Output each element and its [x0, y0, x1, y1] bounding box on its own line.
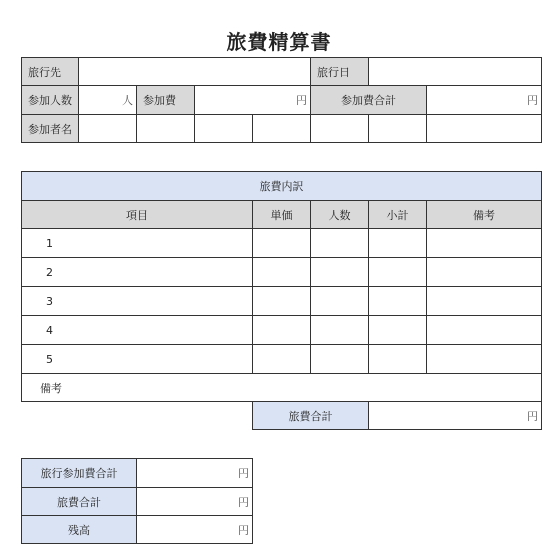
row-unit-price-cell[interactable] [252, 228, 311, 258]
participant-name-cell[interactable] [194, 114, 253, 143]
page-title: 旅費精算書 [226, 30, 332, 54]
row-people-cell[interactable] [310, 228, 369, 258]
travel-date-label: 旅行日 [310, 57, 369, 86]
summary-fee-total-unit: 円 [238, 467, 249, 480]
breakdown-title: 旅費内訳 [21, 171, 542, 201]
row-people-cell[interactable] [310, 286, 369, 316]
fee-field[interactable] [194, 85, 311, 115]
participant-name-cell[interactable] [310, 114, 369, 143]
row-people-cell[interactable] [310, 257, 369, 287]
row-people-cell[interactable] [310, 315, 369, 345]
row-item-cell[interactable]: 4 [21, 315, 253, 345]
destination-field[interactable] [78, 57, 311, 86]
column-header-subtotal: 小計 [368, 200, 427, 229]
summary-fee-total-field[interactable] [136, 458, 253, 488]
row-notes-cell[interactable] [426, 286, 542, 316]
participant-count-field[interactable] [78, 85, 137, 115]
row-notes-cell[interactable] [426, 315, 542, 345]
row-item-cell[interactable]: 2 [21, 257, 253, 287]
row-subtotal-cell[interactable] [368, 344, 427, 374]
participant-name-cell[interactable] [136, 114, 195, 143]
row-unit-price-cell[interactable] [252, 257, 311, 287]
row-notes-cell[interactable] [426, 257, 542, 287]
row-notes-cell[interactable] [426, 228, 542, 258]
column-header-notes: 備考 [426, 200, 542, 229]
fee-total-label: 参加費合計 [310, 85, 427, 115]
row-people-cell[interactable] [310, 344, 369, 374]
row-unit-price-cell[interactable] [252, 286, 311, 316]
participant-name-cell[interactable] [78, 114, 137, 143]
participant-count-unit: 人 [122, 94, 133, 107]
summary-balance-field[interactable] [136, 515, 253, 544]
row-item-cell[interactable]: 5 [21, 344, 253, 374]
row-subtotal-cell[interactable] [368, 228, 427, 258]
participant-names-label: 参加者名 [21, 114, 79, 143]
row-item-cell[interactable]: 3 [21, 286, 253, 316]
row-subtotal-cell[interactable] [368, 257, 427, 287]
breakdown-total-field[interactable] [368, 401, 542, 430]
row-notes-cell[interactable] [426, 344, 542, 374]
summary-balance-label: 残高 [21, 515, 137, 544]
column-header-people: 人数 [310, 200, 369, 229]
row-unit-price-cell[interactable] [252, 344, 311, 374]
row-subtotal-cell[interactable] [368, 315, 427, 345]
row-unit-price-cell[interactable] [252, 315, 311, 345]
column-header-unit-price: 単価 [252, 200, 311, 229]
participant-name-cell[interactable] [426, 114, 542, 143]
travel-date-field[interactable] [368, 57, 542, 86]
summary-travel-total-unit: 円 [238, 495, 249, 509]
summary-fee-total-label: 旅行参加費合計 [21, 458, 137, 488]
summary-balance-unit: 円 [238, 523, 249, 537]
destination-label: 旅行先 [21, 57, 79, 86]
participant-count-label: 参加人数 [21, 85, 79, 115]
fee-total-field[interactable] [426, 85, 542, 115]
row-subtotal-cell[interactable] [368, 286, 427, 316]
participant-name-cell[interactable] [252, 114, 311, 143]
breakdown-total-label: 旅費合計 [252, 401, 369, 430]
breakdown-total-unit: 円 [527, 409, 538, 423]
summary-travel-total-field[interactable] [136, 487, 253, 516]
row-item-cell[interactable]: 1 [21, 228, 253, 258]
fee-unit: 円 [296, 94, 307, 107]
summary-travel-total-label: 旅費合計 [21, 487, 137, 516]
fee-total-unit: 円 [527, 94, 538, 107]
breakdown-notes-row[interactable] [21, 373, 542, 402]
breakdown-notes-label: 備考 [40, 381, 62, 395]
fee-label: 参加費 [136, 85, 195, 115]
column-header-item: 項目 [21, 200, 253, 229]
participant-name-cell[interactable] [368, 114, 427, 143]
